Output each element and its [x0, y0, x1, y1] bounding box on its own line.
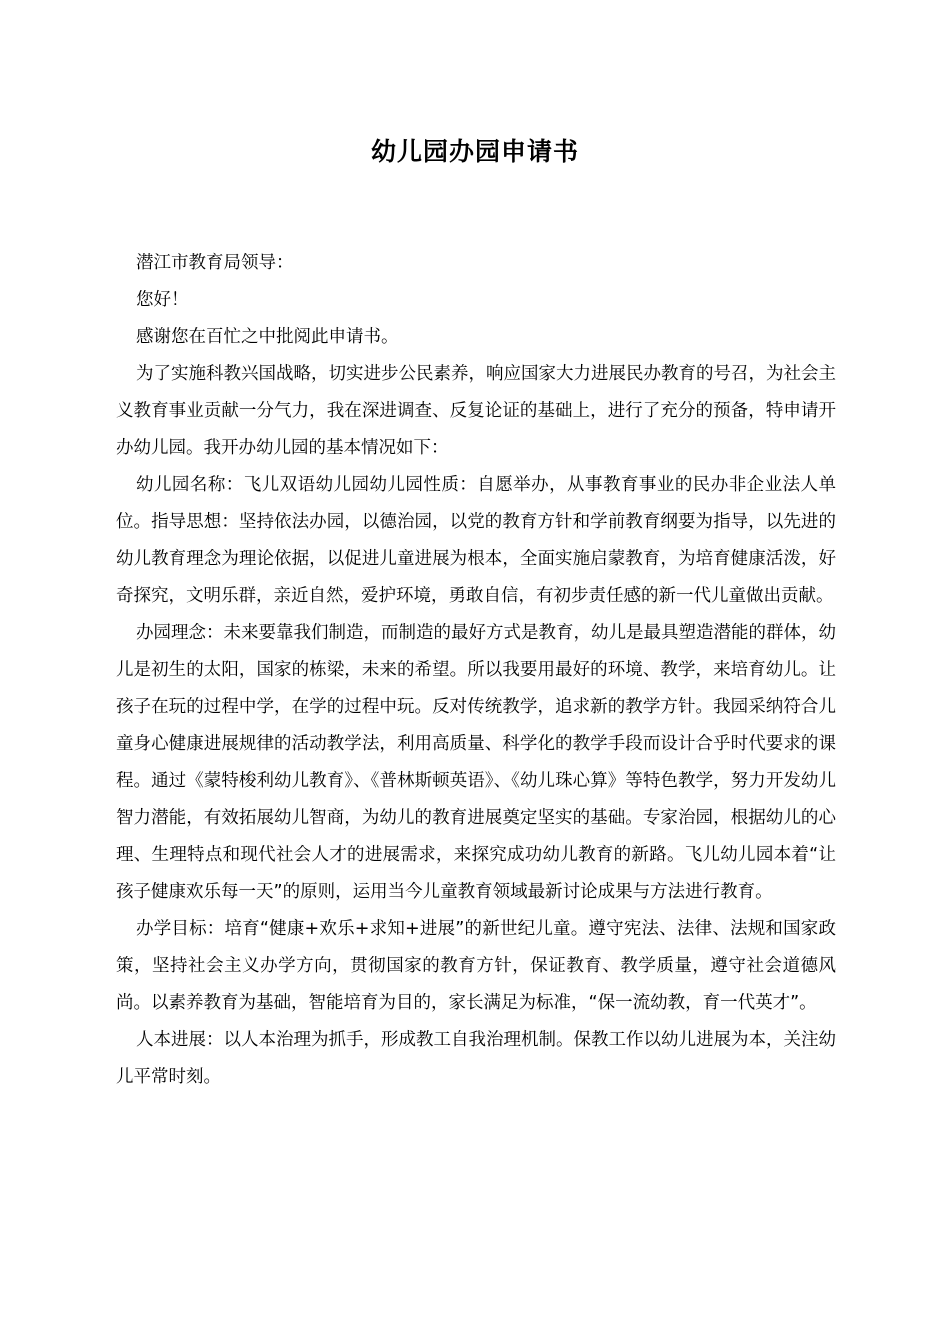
- document-body: [116, 245, 836, 1096]
- thanks-paragraph: 感谢您在百忙之中批阅此申请书。: [136, 327, 399, 347]
- development-paragraph: 人本进展：以人本治理为抓手，形成教工自我治理机制。保教工作以幼儿进展为本，关注幼儿平常时刻。: [116, 1030, 836, 1087]
- philosophy-paragraph: 办园理念：未来要靠我们制造，而制造的最好方式是教育，幼儿是最具塑造潜能的群体，幼儿是初生的太阳，国家的栋梁，未来的希望。所以我要用最好的环境、教学，来培育幼儿。让孩子在玩的过程中学，在学的过程中玩。反对传统教学，追求新的教学方针。我园采纳符合儿童身心健康进展规律的活动教学法，利用高质量、科学化的教学手段而设计合乎时代要求的课程。通过《蒙特梭利幼儿教育》、《普林斯顿英语》、《幼儿珠心算》等特色教学，努力开发幼儿智力潜能，有效拓展幼儿智商，为幼儿的教育进展奠定坚实的基础。专家治园，根据幼儿的心理、生理特点和现代社会人才的进展需求，来探究成功幼儿教育的新路。飞儿幼儿园本着“让孩子健康欢乐每一天”的原则，运用当今儿童教育领域最新讨论成果与方法进行教育。: [116, 623, 836, 902]
- salutation: 潜江市教育局领导：: [136, 253, 294, 273]
- document-title: 幼儿园办园申请书: [370, 137, 579, 166]
- greeting: 您好！: [136, 290, 189, 310]
- goals-paragraph: 办学目标：培育“健康+欢乐+求知+进展”的新世纪儿童。遵守宪法、法律、法规和国家政策，坚持社会主义办学方向，贯彻国家的教育方针，保证教育、教学质量，遵守社会道德风尚。以素养教育为基础，智能培育为目的，家长满足为标准，“保一流幼教，育一代英才”。: [116, 919, 836, 1013]
- kindergarten-info-paragraph: 幼儿园名称：飞儿双语幼儿园幼儿园性质：自愿举办，从事教育事业的民办非企业法人单位。指导思想：坚持依法办园，以德治园，以党的教育方针和学前教育纲要为指导，以先进的幼儿教育理念为理论依据，以促进儿童进展为根本，全面实施启蒙教育，为培育健康活泼，好奇探究，文明乐群，亲近自然，爱护环境，勇敢自信，有初步责任感的新一代儿童做出贡献。: [116, 475, 836, 606]
- intro-paragraph: 为了实施科教兴国战略，切实进步公民素养，响应国家大力进展民办教育的号召，为社会主义教育事业贡献一分气力，我在深进调查、反复论证的基础上，进行了充分的预备，特申请开办幼儿园。我开办幼儿园的基本情况如下：: [116, 364, 836, 458]
